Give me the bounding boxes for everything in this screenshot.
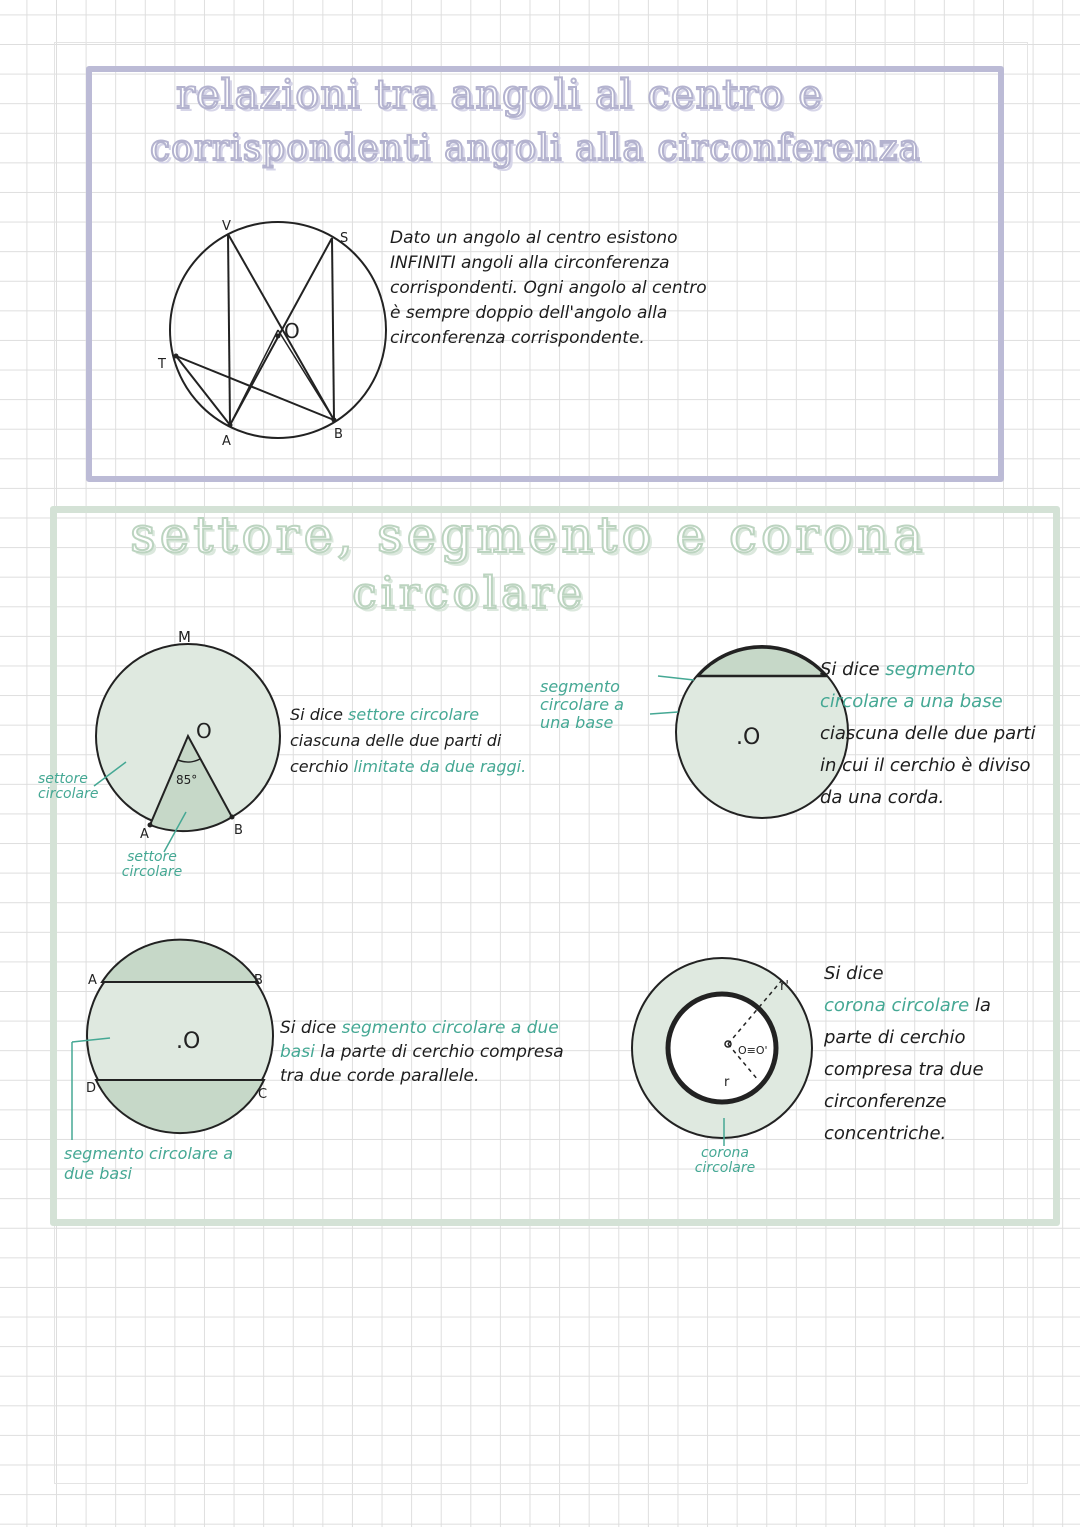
sector-text-term2: limitate da due raggi. (353, 757, 527, 776)
sector-text-term: settore circolare (348, 705, 480, 724)
sector-figure (92, 626, 292, 842)
sector-text (290, 702, 540, 780)
segment-one-text-post: ciascuna delle due parti in cui il cerchio è diviso da una corda. (820, 723, 1036, 808)
segment-two-text-pre: Si dice (280, 1018, 342, 1038)
segment-two-annotation: segmento circolare a due basi (64, 1144, 234, 1183)
label-s: S (340, 231, 349, 246)
sector-label-m: M (178, 628, 191, 646)
label-b: B (334, 427, 343, 442)
annulus-text-term: corona circolare (824, 995, 970, 1016)
sector-annotation-left: settore circolare (38, 771, 99, 802)
segment-two-label-c: C (258, 1087, 268, 1102)
segment-one-text-pre: Si dice (820, 659, 886, 680)
sector-label-b: B (234, 823, 243, 838)
annulus-figure (630, 960, 830, 1160)
label-a: A (222, 434, 231, 449)
segment-one-label-o: .O (736, 725, 761, 750)
label-o: O (284, 319, 300, 343)
annulus-text-post: la parte di cerchio compresa tra due circonferenze concentriche. (824, 995, 991, 1144)
section1-title-line1: relazioni tra angoli al centro e (176, 72, 823, 118)
sector-text-mid: ciascuna delle due parti di cerchio (290, 731, 502, 776)
annulus-label-center: O≡O' (738, 1044, 768, 1057)
segment-two-label-a: A (88, 973, 97, 988)
sector-text-pre: Si dice (290, 705, 349, 724)
segment-two-label-d: D (86, 1081, 97, 1096)
annulus-annotation: corona circolare (694, 1145, 756, 1176)
label-t: T (158, 357, 166, 372)
segment-one-text (820, 654, 1045, 814)
section2-title-line2: circolare (352, 568, 587, 619)
segment-two-text (280, 1016, 590, 1088)
sector-annotation-bottom: settore circolare (121, 849, 183, 880)
sector-label-a: A (140, 827, 149, 842)
sector-label-o: O (196, 719, 212, 743)
section1-text: Dato un angolo al centro esistono INFINITI angoli alla circonferenza corrispondenti. Ogni angolo al centro è sempre doppio dell'angolo alla circonferenza corrispondente. (390, 228, 707, 348)
sector-angle: 85° (176, 773, 198, 787)
annulus-label-r2: r (724, 1075, 730, 1090)
annulus-text-pre: Si dice (824, 963, 884, 984)
section1-title-line2: corrispondenti angoli alla circonferenza (150, 128, 922, 169)
annulus-label-r1: r' (780, 979, 789, 994)
segment-one-annotation: segmento circolare a una base (540, 677, 624, 732)
segment-two-text-term: segmento circolare a due basi (280, 1018, 559, 1062)
inscribed-angles-figure (150, 220, 410, 460)
segment-two-text-post: la parte di cerchio compresa tra due corde parallele. (280, 1042, 564, 1086)
segment-two-bases-figure (80, 950, 280, 1150)
segment-two-label-o: .O (176, 1029, 201, 1054)
segment-one-text-term: segmento circolare a una base (820, 659, 1003, 712)
label-v: V (222, 219, 231, 234)
annulus-text (824, 958, 1034, 1150)
segment-two-label-b: B (254, 973, 263, 988)
section2-title-line1: settore, segmento e corona (130, 506, 927, 564)
